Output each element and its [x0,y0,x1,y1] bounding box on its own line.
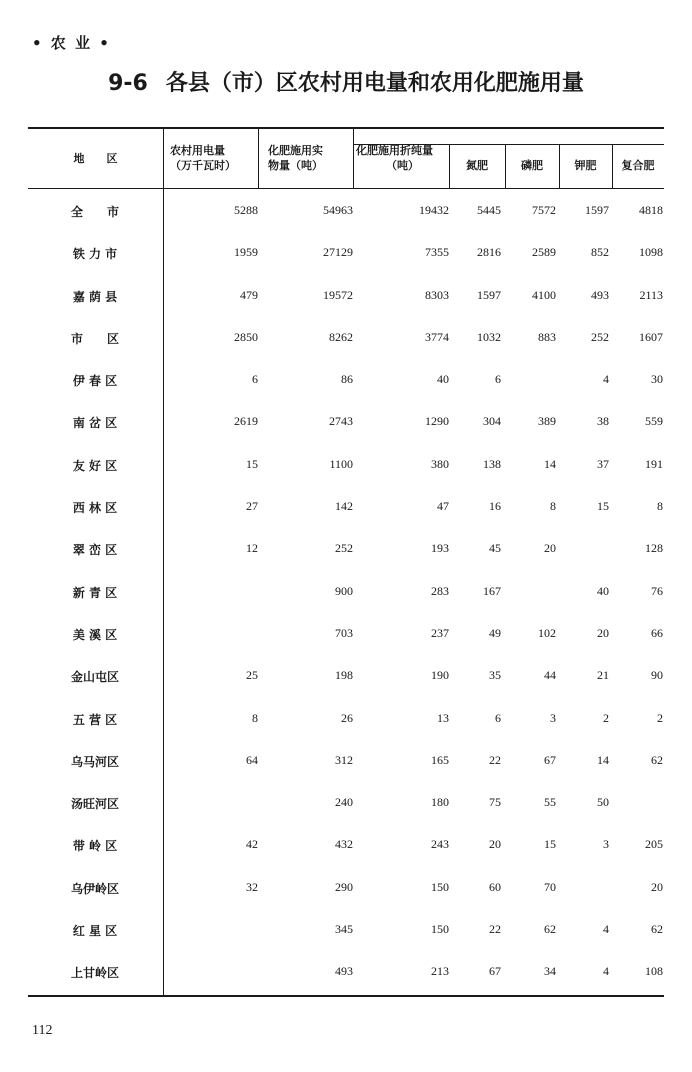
region-cell: 新 青 区 [72,585,118,600]
table-row [28,232,664,274]
fertilizer-pure-cell: 243 [431,837,449,852]
compound-cell: 205 [645,837,663,852]
compound-cell: 2113 [639,287,663,302]
phosphate-cell: 62 [544,922,556,937]
nitrogen-cell: 1032 [477,329,501,344]
nitrogen-cell: 49 [489,625,501,640]
table-row [28,571,664,613]
fertilizer-real-cell: 8262 [329,329,353,344]
nitrogen-cell: 16 [489,499,501,514]
electricity-cell: 12 [246,541,258,556]
compound-cell: 1607 [639,329,663,344]
electricity-cell: 42 [246,837,258,852]
region-cell: 全 市 [70,205,119,219]
nitrogen-cell: 304 [483,414,501,429]
fertilizer-real-cell: 432 [335,837,353,852]
phosphate-cell: 883 [538,329,556,344]
potash-cell: 15 [597,499,609,514]
potash-cell: 38 [597,414,609,429]
table-row [28,613,664,655]
electricity-cell: 2850 [234,329,258,344]
header-electricity-line2: （万千瓦时） [170,159,236,172]
region-cell: 美 溪 区 [72,627,118,642]
compound-cell: 8 [657,499,663,514]
region-cell: 市 区 [70,331,119,346]
table-row [28,867,664,909]
phosphate-cell: 4100 [532,287,556,302]
phosphate-cell: 20 [544,541,556,556]
nitrogen-cell: 167 [483,583,501,598]
fertilizer-real-cell: 493 [335,964,353,979]
section-tag: • 农 业 • [32,34,111,52]
nitrogen-cell: 20 [489,837,501,852]
compound-cell: 76 [651,583,663,598]
compound-cell: 30 [651,372,663,387]
page-number: 112 [32,1023,53,1038]
table-row [28,190,664,232]
table-row [28,909,664,951]
nitrogen-cell: 67 [489,964,501,979]
potash-cell: 14 [597,752,609,767]
fertilizer-pure-cell: 213 [431,964,449,979]
table-row [28,486,664,528]
electricity-cell: 5288 [234,203,258,217]
fertilizer-pure-cell: 3774 [425,329,449,344]
header-region: 地 区 [73,152,118,165]
potash-cell: 40 [597,583,609,598]
fertilizer-pure-cell: 40 [437,372,449,387]
region-cell: 乌伊岭区 [70,881,119,896]
fertilizer-pure-cell: 8303 [425,287,449,302]
region-cell: 嘉 荫 县 [72,289,118,304]
compound-cell: 20 [651,879,663,894]
fertilizer-real-cell: 86 [341,372,353,387]
header-divider [258,127,259,189]
potash-cell: 493 [591,287,609,302]
compound-cell: 108 [645,964,663,979]
table-row [28,444,664,486]
region-cell: 五 营 区 [72,712,118,727]
potash-cell: 4 [603,372,609,387]
nitrogen-cell: 35 [489,668,501,683]
electricity-cell: 2619 [234,414,258,429]
phosphate-cell: 8 [550,499,556,514]
phosphate-cell: 44 [544,668,556,683]
compound-cell: 62 [651,922,663,937]
header-electricity [170,143,256,173]
nitrogen-cell: 6 [495,710,501,725]
fertilizer-real-cell: 2743 [329,414,353,429]
fertilizer-pure-cell: 180 [431,795,449,810]
table-header-rule [28,188,664,189]
potash-cell: 1597 [585,203,609,217]
potash-cell: 20 [597,625,609,640]
fertilizer-pure-cell: 1290 [425,414,449,429]
region-cell: 上甘岭区 [70,966,119,981]
fertilizer-pure-cell: 193 [431,541,449,556]
table-row [28,824,664,866]
header-compound: 复合肥 [621,159,655,172]
fertilizer-real-cell: 54963 [323,203,353,217]
nitrogen-cell: 45 [489,541,501,556]
potash-cell: 2 [603,710,609,725]
phosphate-cell: 102 [538,625,556,640]
compound-cell: 1098 [639,245,663,260]
fertilizer-real-cell: 900 [335,583,353,598]
electricity-cell: 27 [246,499,258,514]
fertilizer-pure-cell: 150 [431,922,449,937]
header-electricity-line1: 农村用电量 [170,144,225,157]
fertilizer-pure-cell: 19432 [419,203,449,217]
fertilizer-pure-cell: 380 [431,456,449,471]
compound-cell: 90 [651,668,663,683]
fertilizer-real-cell: 1100 [329,456,353,471]
electricity-cell: 25 [246,668,258,683]
phosphate-cell: 70 [544,879,556,894]
nitrogen-cell: 5445 [477,203,501,217]
table-row [28,951,664,993]
electricity-cell: 479 [240,287,258,302]
phosphate-cell: 55 [544,795,556,810]
fertilizer-pure-cell: 283 [431,583,449,598]
phosphate-cell: 67 [544,752,556,767]
header-fertilizer-pure [356,143,448,173]
region-cell: 翠 峦 区 [72,543,118,558]
table-row [28,275,664,317]
table-body [28,190,664,994]
compound-cell: 2 [657,710,663,725]
nitrogen-cell: 22 [489,922,501,937]
fertilizer-pure-cell: 150 [431,879,449,894]
fertilizer-real-cell: 19572 [323,287,353,302]
potash-cell: 252 [591,329,609,344]
electricity-cell: 64 [246,752,258,767]
region-cell: 伊 春 区 [72,374,118,389]
region-cell: 带 岭 区 [72,839,118,854]
region-cell: 友 好 区 [72,458,118,473]
phosphate-cell: 2589 [532,245,556,260]
table-row [28,528,664,570]
header-fertilizer-pure-line1: 化肥施用折纯量 [356,144,433,157]
electricity-cell: 1959 [234,245,258,260]
region-cell: 金山屯区 [70,670,119,685]
nitrogen-cell: 75 [489,795,501,810]
table-row [28,782,664,824]
header-divider [353,127,354,189]
table-row [28,317,664,359]
nitrogen-cell: 22 [489,752,501,767]
phosphate-cell: 34 [544,964,556,979]
phosphate-cell: 14 [544,456,556,471]
nitrogen-cell: 2816 [477,245,501,260]
table-bottom-rule [28,995,664,997]
fertilizer-real-cell: 312 [335,752,353,767]
table-title [0,66,692,97]
electricity-cell: 32 [246,879,258,894]
compound-cell: 559 [645,414,663,429]
potash-cell: 21 [597,668,609,683]
table-row [28,740,664,782]
fertilizer-pure-cell: 165 [431,752,449,767]
table-row [28,359,664,401]
potash-cell: 3 [603,837,609,852]
header-fertilizer-real-line2: 物量（吨） [268,159,323,172]
potash-cell: 852 [591,245,609,260]
nitrogen-cell: 60 [489,879,501,894]
fertilizer-pure-cell: 47 [437,499,449,514]
nitrogen-cell: 6 [495,372,501,387]
phosphate-cell: 15 [544,837,556,852]
header-fertilizer-real [268,143,352,173]
compound-cell: 4818 [639,203,663,217]
fertilizer-real-cell: 252 [335,541,353,556]
table-title-text: 各县（市）区农村用电量和农用化肥施用量 [165,71,584,96]
phosphate-cell: 7572 [532,203,556,217]
potash-cell: 4 [603,922,609,937]
header-fertilizer-pure-line2: （吨） [386,159,419,172]
header-nitrogen: 氮肥 [466,159,488,172]
table-number: 9-6 [108,71,148,96]
potash-cell: 37 [597,456,609,471]
header-fertilizer-real-line1: 化肥施用实 [268,144,323,157]
fertilizer-real-cell: 703 [335,625,353,640]
fertilizer-real-cell: 345 [335,922,353,937]
electricity-cell: 6 [252,372,258,387]
fertilizer-real-cell: 240 [335,795,353,810]
phosphate-cell: 3 [550,710,556,725]
region-cell: 南 岔 区 [72,416,118,431]
compound-cell: 128 [645,541,663,556]
table-top-rule [28,127,664,129]
fertilizer-pure-cell: 237 [431,625,449,640]
header-potash: 钾肥 [574,159,597,172]
electricity-cell: 15 [246,456,258,471]
table-row [28,655,664,697]
electricity-cell: 8 [252,710,258,725]
region-cell: 乌马河区 [70,754,119,769]
phosphate-cell: 389 [538,414,556,429]
nitrogen-cell: 1597 [477,287,501,302]
header-phosphate: 磷肥 [521,159,543,172]
potash-cell: 4 [603,964,609,979]
fertilizer-real-cell: 27129 [323,245,353,260]
compound-cell: 62 [651,752,663,767]
fertilizer-real-cell: 142 [335,499,353,514]
region-cell: 西 林 区 [72,501,118,516]
fertilizer-real-cell: 198 [335,668,353,683]
compound-cell: 66 [651,625,663,640]
table-row [28,401,664,443]
region-cell: 汤旺河区 [70,797,119,812]
fertilizer-real-cell: 26 [341,710,353,725]
potash-cell: 50 [597,795,609,810]
region-cell: 红 星 区 [72,924,118,939]
region-cell: 铁 力 市 [72,247,118,262]
fertilizer-pure-cell: 190 [431,668,449,683]
fertilizer-pure-cell: 13 [437,710,449,725]
nitrogen-cell: 138 [483,456,501,471]
table-row [28,698,664,740]
fertilizer-pure-cell: 7355 [425,245,449,260]
fertilizer-real-cell: 290 [335,879,353,894]
compound-cell: 191 [645,456,663,471]
